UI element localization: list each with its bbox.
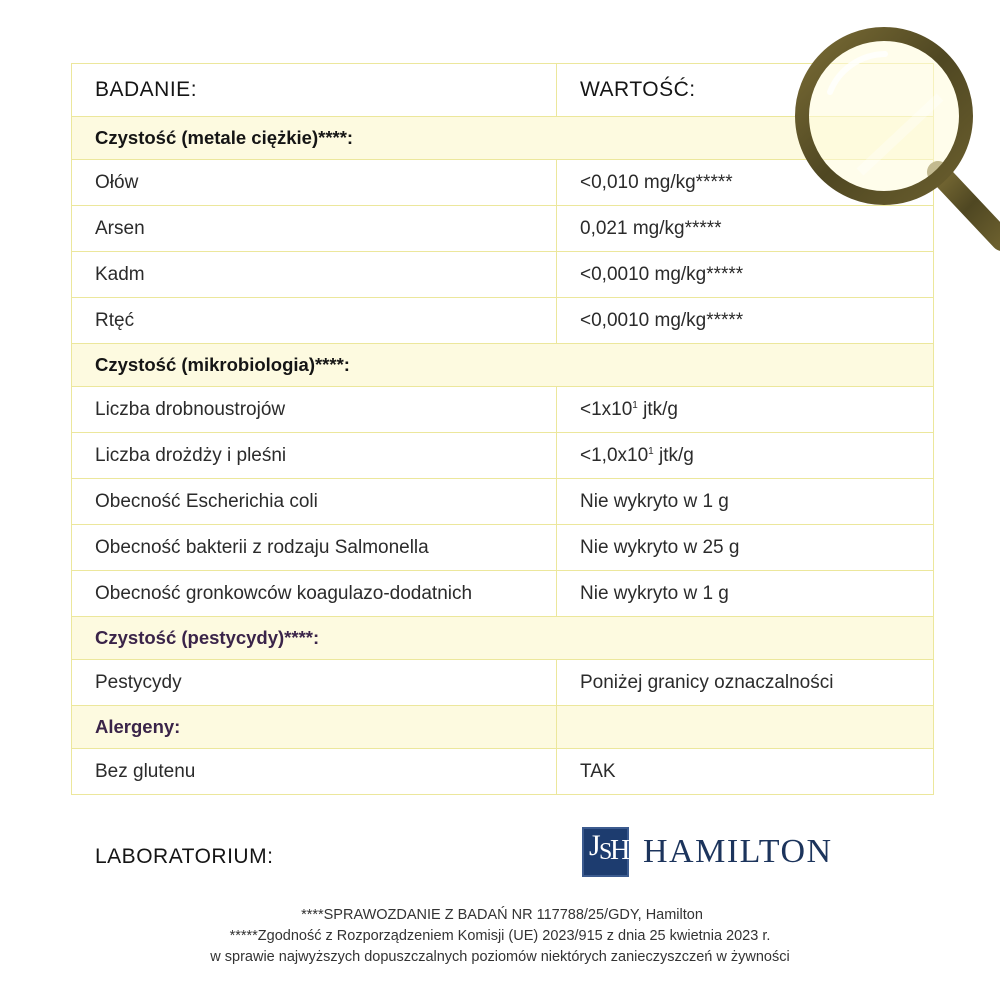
test-value — [557, 433, 934, 479]
section-title: Alergeny: — [72, 706, 557, 749]
test-name: Obecność bakterii z rodzaju Salmonella — [72, 525, 557, 571]
table-row — [72, 387, 934, 433]
table-row — [72, 660, 934, 706]
test-name: Liczba drożdży i pleśni — [72, 433, 557, 479]
table-row — [72, 252, 934, 298]
section-empty-cell — [557, 706, 934, 749]
test-name: Liczba drobnoustrojów — [72, 387, 557, 433]
value-unit: jtk/g — [653, 444, 694, 466]
test-name: Ołów — [72, 160, 557, 206]
footnote-regulation: *****Zgodność z Rozporządzeniem Komisji (UE) 2023/915 z dnia 25 kwietnia 2023 r. — [229, 928, 771, 944]
section-pesticides — [72, 617, 934, 660]
header-value: WARTOŚĆ: — [557, 64, 934, 117]
test-value: <0,010 mg/kg***** — [557, 160, 934, 206]
section-title: Czystość (pestycydy)****: — [72, 617, 934, 660]
test-name: Bez glutenu — [72, 749, 557, 795]
value-base: <1x10 — [580, 398, 633, 420]
table-row — [72, 749, 934, 795]
header-test: BADANIE: — [72, 64, 557, 117]
test-value: 0,021 mg/kg***** — [557, 206, 934, 252]
hamilton-logo — [582, 827, 833, 877]
test-value: TAK — [557, 749, 934, 795]
test-name: Obecność gronkowców koagulazo-dodatnich — [72, 571, 557, 617]
magnifying-glass-icon — [790, 22, 1000, 252]
section-title: Czystość (mikrobiologia)****: — [72, 344, 934, 387]
value-unit: jtk/g — [637, 398, 678, 420]
section-title: Czystość (metale ciężkie)****: — [72, 117, 934, 160]
section-allergens — [72, 706, 934, 749]
footnotes — [0, 905, 1000, 968]
section-microbiology — [72, 344, 934, 387]
test-value: Nie wykryto w 1 g — [557, 571, 934, 617]
value-exponent: 1 — [648, 445, 654, 457]
test-value — [557, 387, 934, 433]
test-value: Poniżej granicy oznaczalności — [557, 660, 934, 706]
test-name: Obecność Escherichia coli — [72, 479, 557, 525]
table-row — [72, 298, 934, 344]
footnote-report: ****SPRAWOZDANIE Z BADAŃ NR 117788/25/GDY, Hamilton — [301, 907, 703, 923]
footnote-regulation-cont: w sprawie najwyższych dopuszczalnych poziomów niektórych zanieczyszczeń w żywności — [210, 949, 790, 965]
table-row — [72, 433, 934, 479]
test-value: <0,0010 mg/kg***** — [557, 298, 934, 344]
laboratory-label: LABORATORIUM: — [95, 845, 274, 868]
test-name: Kadm — [72, 252, 557, 298]
table-row — [72, 525, 934, 571]
logo-text: HAMILTON — [643, 833, 833, 870]
test-value: Nie wykryto w 25 g — [557, 525, 934, 571]
test-value: <0,0010 mg/kg***** — [557, 252, 934, 298]
logo-mark-icon: J S H — [582, 827, 629, 877]
value-exponent: 1 — [632, 399, 638, 411]
table-row — [72, 571, 934, 617]
test-name: Pestycydy — [72, 660, 557, 706]
test-name: Rtęć — [72, 298, 557, 344]
test-name: Arsen — [72, 206, 557, 252]
table-row — [72, 479, 934, 525]
value-base: <1,0x10 — [580, 444, 649, 466]
test-value: Nie wykryto w 1 g — [557, 479, 934, 525]
